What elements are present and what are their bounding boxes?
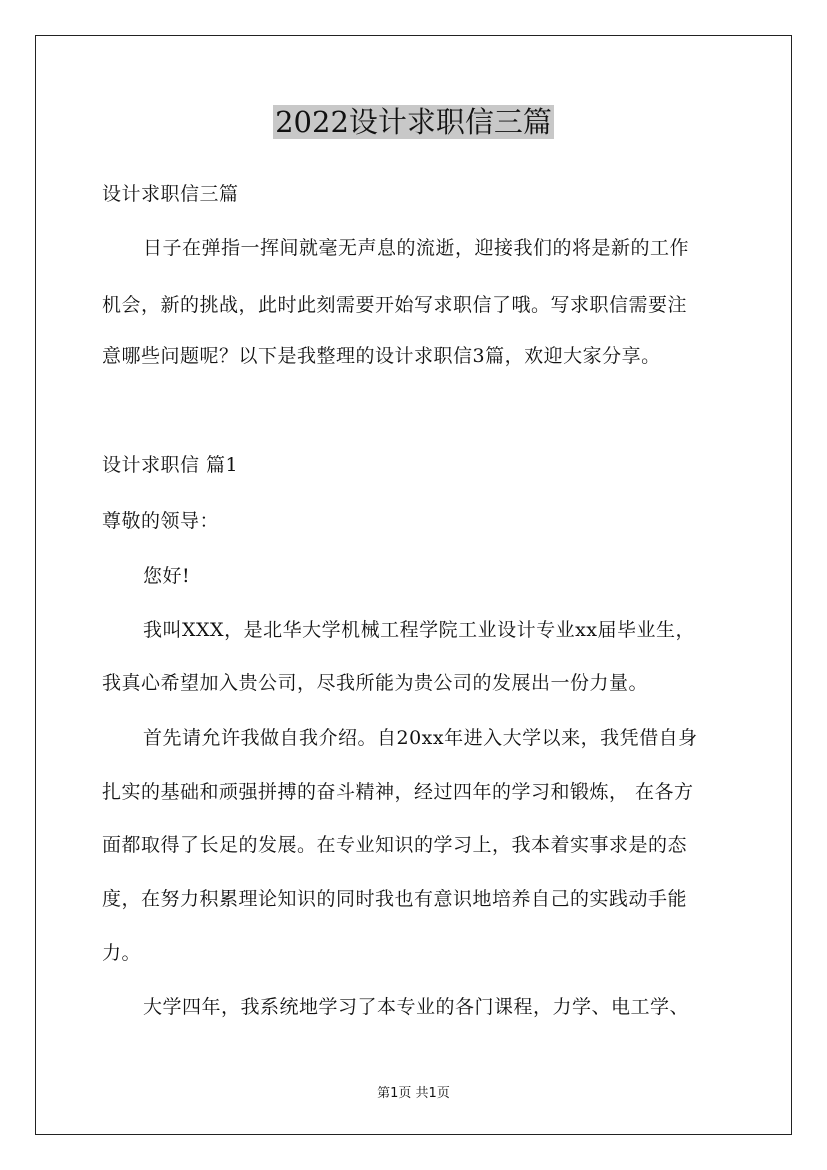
- body-line-1: 我叫XXX，是北华大学机械工程学院工业设计专业xx届毕业生，: [143, 619, 696, 641]
- document-title-text: 2022设计求职信三篇: [275, 105, 552, 139]
- body-line-5: 面都取得了长足的发展。在专业知识的学习上，我本着实事求是的态: [102, 834, 688, 856]
- page-footer: 第1页 共1页: [377, 1086, 450, 1101]
- intro-line-3: 意哪些问题呢？以下是我整理的设计求职信3篇，欢迎大家分享。: [102, 345, 661, 367]
- body-line-2: 我真心希望加入贵公司，尽我所能为贵公司的发展出一份力量。: [102, 672, 649, 694]
- body-line-7: 力。: [102, 942, 142, 964]
- body-line-4: 扎实的基础和顽强拼搏的奋斗精神，经过四年的学习和锻炼， 在各方: [102, 781, 694, 803]
- document-subtitle: 设计求职信三篇: [102, 183, 239, 205]
- greeting: 您好!: [143, 565, 191, 587]
- body-line-8: 大学四年，我系统地学习了本专业的各门课程，力学、电工学、: [143, 996, 690, 1018]
- section-heading: 设计求职信 篇1: [102, 454, 239, 476]
- document-title: [0, 102, 827, 142]
- salutation: 尊敬的领导：: [102, 510, 220, 532]
- body-line-6: 度，在努力积累理论知识的同时我也有意识地培养自己的实践动手能: [102, 888, 688, 910]
- body-line-3: 首先请允许我做自我介绍。自20xx年进入大学以来，我凭借自身: [143, 727, 698, 749]
- intro-line-2: 机会，新的挑战，此时此刻需要开始写求职信了哦。写求职信需要注: [102, 294, 688, 316]
- intro-line-1: 日子在弹指一挥间就毫无声息的流逝，迎接我们的将是新的工作: [143, 237, 690, 259]
